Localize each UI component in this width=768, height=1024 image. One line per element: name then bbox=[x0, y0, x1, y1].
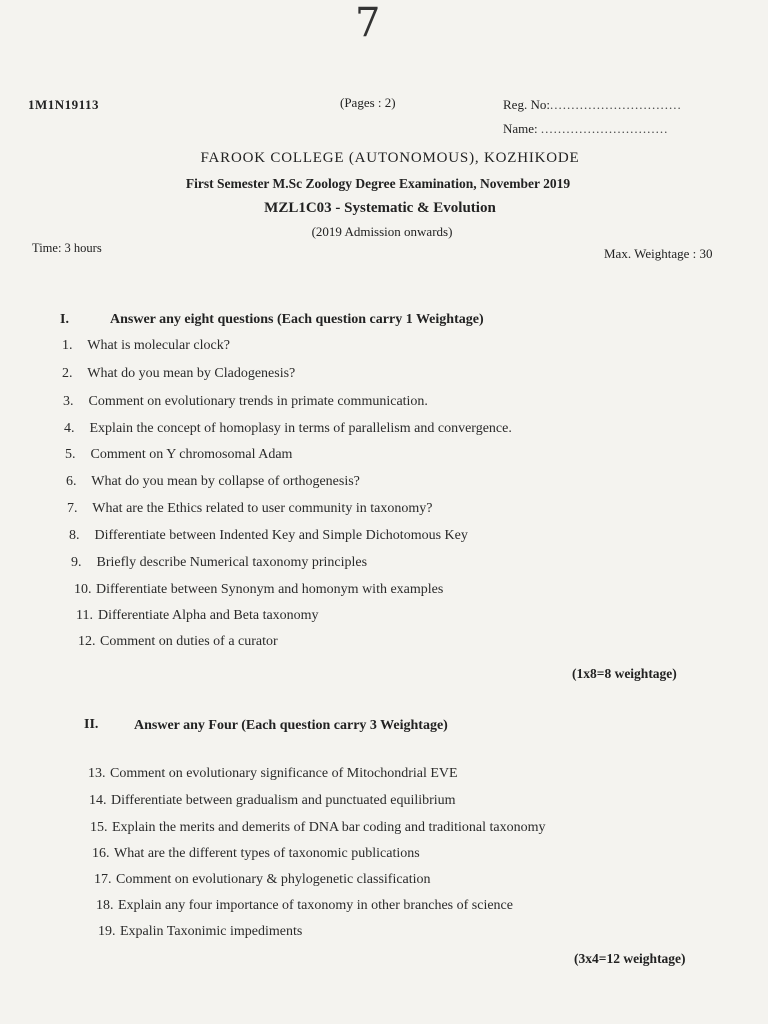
question-text: Comment on duties of a curator bbox=[100, 634, 278, 649]
question-text: Differentiate between Indented Key and Simple Dichotomous Key bbox=[94, 528, 468, 543]
question bbox=[98, 924, 302, 940]
time-allowed: Time: 3 hours bbox=[32, 241, 102, 255]
question-number: 7. bbox=[67, 501, 78, 516]
question bbox=[89, 793, 456, 809]
section2-title: Answer any Four (Each question carry 3 Weightage) bbox=[134, 718, 448, 733]
question bbox=[76, 608, 319, 624]
max-weightage: Max. Weightage : 30 bbox=[604, 246, 713, 261]
question-number: 19. bbox=[98, 924, 116, 939]
question-text: Differentiate between Synonym and homonym with examples bbox=[96, 582, 444, 597]
question-text: Comment on evolutionary & phylogenetic classification bbox=[116, 872, 431, 887]
section2-number: II. bbox=[84, 717, 99, 732]
question-text: What are the Ethics related to user community in taxonomy? bbox=[92, 501, 433, 516]
question-text: What are the different types of taxonomic publications bbox=[114, 846, 420, 861]
question bbox=[63, 394, 428, 410]
question-text: Explain any four importance of taxonomy in other branches of science bbox=[118, 898, 513, 913]
question-text: Differentiate Alpha and Beta taxonomy bbox=[98, 608, 319, 623]
reg-no-dots: ............................... bbox=[549, 97, 682, 112]
subject-title: MZL1C03 - Systematic & Evolution bbox=[264, 200, 496, 216]
question-number: 9. bbox=[71, 555, 82, 570]
question-number: 8. bbox=[69, 528, 80, 543]
question-number: 11. bbox=[76, 608, 93, 623]
question bbox=[62, 366, 295, 382]
exam-title: First Semester M.Sc Zoology Degree Examination, November 2019 bbox=[185, 176, 571, 191]
question-number: 12. bbox=[78, 634, 96, 649]
question bbox=[66, 474, 360, 490]
page-count: (Pages : 2) bbox=[340, 95, 396, 110]
question-number: 3. bbox=[63, 394, 74, 409]
question bbox=[74, 582, 443, 598]
admission-note: (2019 Admission onwards) bbox=[311, 224, 453, 239]
question bbox=[78, 634, 278, 650]
question-number: 16. bbox=[92, 846, 110, 861]
question-number: 10. bbox=[74, 582, 92, 597]
question bbox=[71, 555, 367, 571]
question-text: What is molecular clock? bbox=[87, 338, 230, 353]
question-text: Comment on evolutionary significance of Mitochondrial EVE bbox=[110, 766, 458, 781]
question-number: 18. bbox=[96, 898, 114, 913]
question-text: Differentiate between gradualism and punctuated equilibrium bbox=[111, 793, 456, 808]
question-number: 14. bbox=[89, 793, 107, 808]
question-number: 6. bbox=[66, 474, 77, 489]
section1-number: I. bbox=[60, 312, 69, 327]
question bbox=[65, 447, 292, 463]
question-number: 1. bbox=[62, 338, 73, 353]
section2-total: (3x4=12 weightage) bbox=[574, 951, 686, 966]
question-number: 4. bbox=[64, 421, 75, 436]
question bbox=[62, 338, 230, 354]
question bbox=[94, 872, 431, 888]
question-number: 17. bbox=[94, 872, 112, 887]
question-number: 2. bbox=[62, 366, 73, 381]
question bbox=[69, 528, 468, 544]
handwritten-mark: 7 bbox=[355, 0, 381, 46]
question-text: Explain the merits and demerits of DNA bar coding and traditional taxonomy bbox=[112, 820, 546, 835]
question bbox=[96, 898, 513, 914]
question bbox=[92, 846, 420, 862]
question-number: 15. bbox=[90, 820, 108, 835]
question-number: 13. bbox=[88, 766, 106, 781]
paper-code: 1M1N19113 bbox=[28, 97, 99, 112]
question-text: What do you mean by Cladogenesis? bbox=[87, 366, 296, 381]
question-text: Expalin Taxonimic impediments bbox=[120, 924, 303, 939]
question-text: What do you mean by collapse of orthogenesis? bbox=[91, 474, 360, 489]
question-text: Comment on Y chromosomal Adam bbox=[90, 447, 293, 462]
name-field bbox=[503, 121, 668, 137]
question bbox=[90, 820, 546, 836]
question-text: Explain the concept of homoplasy in terms of parallelism and convergence. bbox=[89, 421, 512, 436]
question bbox=[67, 501, 432, 517]
section1-title: Answer any eight questions (Each question carry 1 Weightage) bbox=[110, 312, 484, 327]
name-label: Name: bbox=[503, 121, 538, 136]
question bbox=[88, 766, 458, 782]
question-text: Comment on evolutionary trends in primate communication. bbox=[88, 394, 428, 409]
question-number: 5. bbox=[65, 447, 76, 462]
reg-no-label: Reg. No: bbox=[503, 97, 550, 112]
question-text: Briefly describe Numerical taxonomy principles bbox=[96, 555, 368, 570]
name-dots: .............................. bbox=[540, 121, 669, 136]
reg-no-field bbox=[503, 97, 682, 113]
section1-total: (1x8=8 weightage) bbox=[572, 666, 677, 681]
college-name: FAROOK COLLEGE (AUTONOMOUS), KOZHIKODE bbox=[200, 150, 580, 166]
question bbox=[64, 421, 512, 437]
